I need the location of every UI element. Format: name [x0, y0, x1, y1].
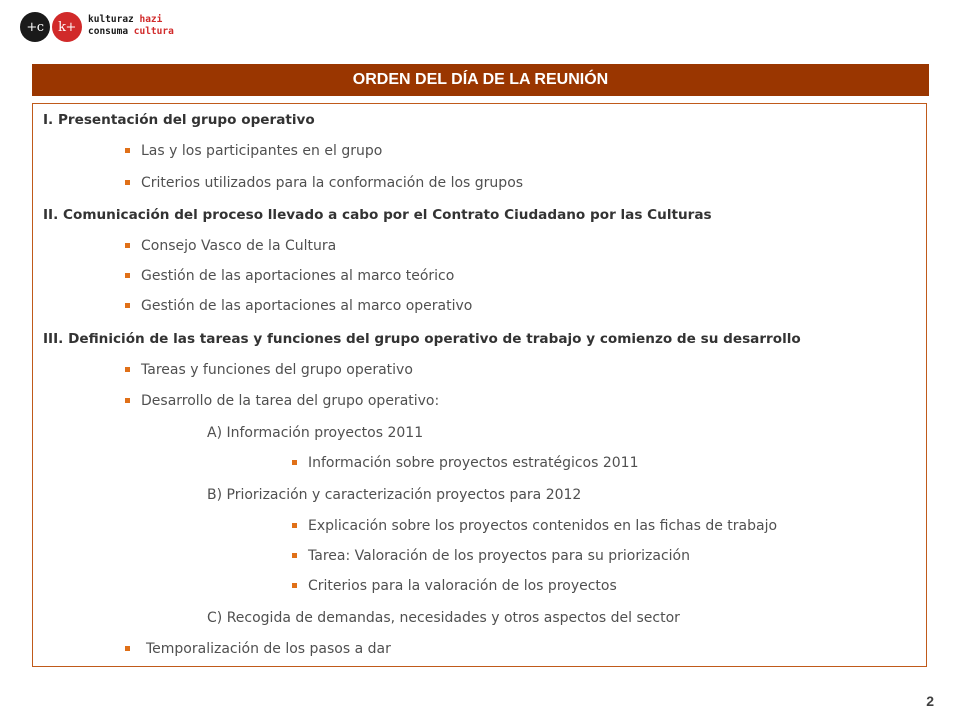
page-number: 2 [926, 693, 934, 709]
section-1-heading: I. Presentación del grupo operativo [43, 112, 315, 128]
agenda-title: ORDEN DEL DÍA DE LA REUNIÓN [32, 64, 929, 96]
sub-a-heading: A) Información proyectos 2011 [207, 425, 424, 441]
logo [20, 12, 220, 42]
logo-word-hazi: hazi [139, 14, 163, 25]
sub-b-item-1 [292, 517, 777, 535]
sub-b-heading: B) Priorización y caracterización proyectos para 2012 [207, 487, 582, 503]
bullet-icon [292, 523, 297, 528]
bullet-icon [292, 460, 297, 465]
item-label: Criterios utilizados para la conformación de los grupos [141, 175, 524, 191]
item-label: Desarrollo de la tarea del grupo operativo: [141, 393, 440, 409]
sub-c-heading: C) Recogida de demandas, necesidades y otros aspectos del sector [207, 610, 680, 626]
sub-b-item-2 [292, 547, 690, 565]
item-label: Las y los participantes en el grupo [141, 143, 383, 159]
logo-circle-right: k+ [52, 12, 82, 42]
bullet-icon [125, 398, 130, 403]
item-label: Gestión de las aportaciones al marco teórico [141, 268, 455, 284]
sub-b-item-3 [292, 577, 617, 595]
section-2-item-1 [125, 237, 336, 255]
section-3-heading: III. Definición de las tareas y funciones del grupo operativo de trabajo y comienzo de su desarrollo [43, 331, 801, 347]
sub-a-item-1 [292, 454, 639, 472]
logo-word-kulturaz: kulturaz [88, 14, 140, 25]
bullet-icon [125, 273, 130, 278]
item-label: Información sobre proyectos estratégicos 2011 [308, 455, 639, 471]
bullet-icon [125, 148, 130, 153]
logo-word-consuma: consuma [88, 26, 134, 37]
item-label: Criterios para la valoración de los proyectos [308, 578, 617, 594]
section-2-item-2 [125, 267, 454, 285]
bullet-icon [125, 367, 130, 372]
bullet-icon [125, 646, 130, 651]
bullet-icon [125, 243, 130, 248]
agenda-box [32, 103, 927, 667]
item-label: Gestión de las aportaciones al marco operativo [141, 298, 473, 314]
section-3-item-3 [125, 640, 391, 658]
logo-text [88, 14, 174, 38]
bullet-icon [292, 553, 297, 558]
logo-circle-left: +c [20, 12, 50, 42]
bullet-icon [125, 180, 130, 185]
bullet-icon [125, 303, 130, 308]
section-1-item-1 [125, 142, 382, 160]
section-2-heading: II. Comunicación del proceso llevado a cabo por el Contrato Ciudadano por las Culturas [43, 207, 712, 223]
item-label: Tarea: Valoración de los proyectos para su priorización [308, 548, 690, 564]
item-label: Temporalización de los pasos a dar [146, 641, 391, 657]
section-2-item-3 [125, 297, 472, 315]
bullet-icon [292, 583, 297, 588]
item-label: Explicación sobre los proyectos contenidos en las fichas de trabajo [308, 518, 778, 534]
logo-word-cultura: cultura [133, 26, 174, 37]
section-3-item-1 [125, 361, 413, 379]
section-1-item-2 [125, 174, 523, 192]
section-3-item-2 [125, 392, 439, 410]
item-label: Tareas y funciones del grupo operativo [141, 362, 413, 378]
item-label: Consejo Vasco de la Cultura [141, 238, 337, 254]
